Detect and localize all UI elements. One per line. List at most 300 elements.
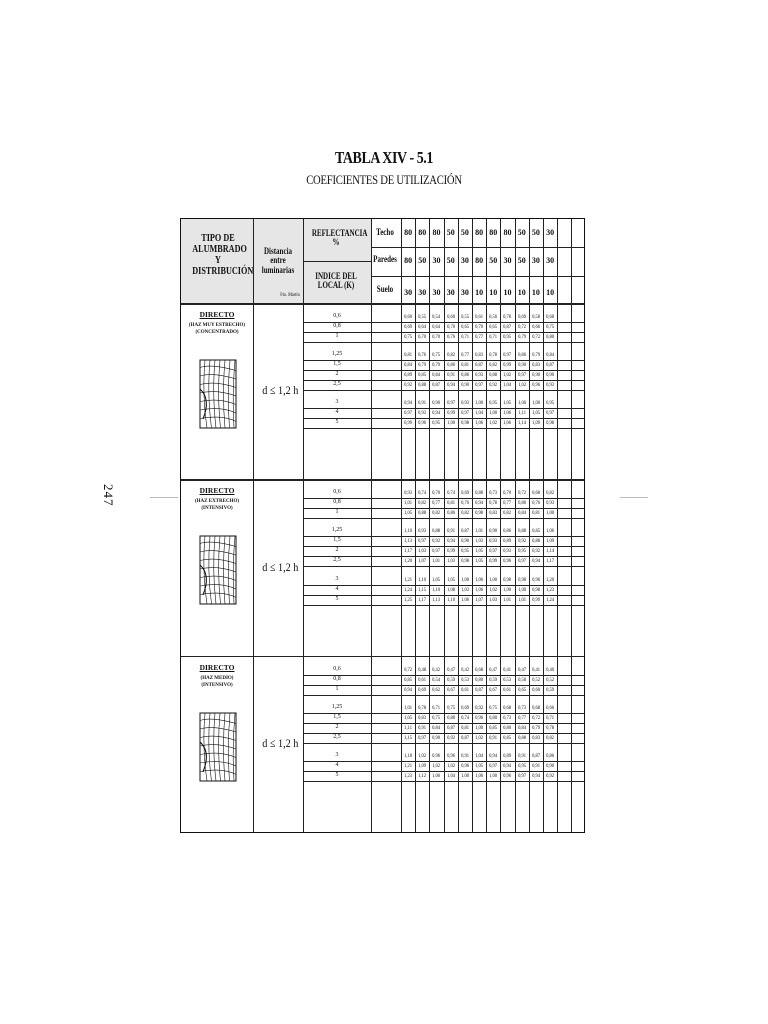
- coefficient-cell: 0,97: [517, 772, 526, 779]
- coefficient-cell: 1,03: [460, 586, 469, 593]
- coefficient-cell: 1,06: [475, 420, 484, 427]
- coefficient-cell: 1,12: [418, 772, 427, 779]
- coefficient-cell: 0,96: [460, 762, 469, 769]
- coefficient-cell: 0,73: [489, 490, 498, 497]
- coefficient-cell: 0,97: [418, 734, 427, 741]
- coefficient-cell: 0,72: [517, 324, 526, 331]
- coefficient-cell: 1,11: [517, 410, 526, 417]
- k-index-value: 5: [335, 771, 339, 778]
- header-value: 50: [418, 256, 427, 265]
- header-value: 30: [546, 228, 555, 237]
- header-value: 30: [404, 288, 413, 297]
- coefficient-cell: 0,86: [446, 510, 455, 517]
- header-value: 50: [517, 228, 526, 237]
- coefficient-cell: 1,02: [475, 734, 484, 741]
- coefficient-cell: 1,00: [446, 420, 455, 427]
- fto-label: Fto. Martin: [280, 292, 300, 298]
- coefficient-cell: 0,68: [546, 314, 555, 320]
- coefficient-cell: 0,83: [531, 734, 540, 741]
- coefficient-cell: 0,89: [503, 538, 512, 545]
- coefficient-cell: 0,87: [475, 362, 484, 369]
- coefficient-cell: 1,00: [475, 400, 484, 407]
- coefficient-cell: 1,01: [475, 528, 484, 535]
- coefficient-cell: 0,79: [432, 362, 441, 369]
- k-index-value: 1,5: [333, 713, 341, 720]
- column-divider: [500, 219, 501, 832]
- column-divider: [529, 219, 530, 832]
- coefficient-cell: 1,03: [489, 596, 498, 603]
- coefficient-cell: 0,99: [503, 362, 512, 369]
- coefficient-cell: 1,15: [418, 586, 427, 593]
- coefficient-cell: 0,85: [404, 676, 413, 683]
- coefficient-cell: 0,82: [503, 510, 512, 517]
- k-index-value: 2: [335, 547, 339, 554]
- header-value: 80: [404, 256, 413, 265]
- coefficient-cell: 1,08: [446, 586, 455, 593]
- coefficient-cell: 1,04: [475, 752, 484, 759]
- utilization-table: [180, 218, 585, 833]
- header-value: 80: [503, 228, 512, 237]
- coefficient-cell: 0,87: [503, 324, 512, 331]
- coefficient-cell: 0,97: [418, 538, 427, 545]
- coefficient-cell: 0,69: [418, 686, 427, 693]
- coefficient-cell: 1,02: [517, 382, 526, 389]
- header-value: 30: [460, 288, 469, 297]
- coefficient-cell: 0,79: [418, 362, 427, 369]
- coefficient-cell: 0,86: [446, 362, 455, 369]
- coefficient-cell: 0,98: [475, 510, 484, 517]
- coefficient-cell: 1,07: [475, 596, 484, 603]
- coefficient-cell: 0,88: [432, 528, 441, 535]
- coefficient-cell: 0,94: [489, 752, 498, 759]
- coefficient-cell: 1,23: [546, 586, 555, 593]
- k-index-value: 3: [335, 575, 339, 582]
- coefficient-cell: 0,96: [503, 772, 512, 779]
- coefficient-cell: 0,70: [446, 324, 455, 331]
- coefficient-cell: 0,95: [460, 548, 469, 555]
- coefficient-cell: 1,05: [503, 400, 512, 407]
- k-index-value: 0,8: [333, 323, 341, 330]
- k-index-value: 0,6: [333, 313, 341, 319]
- coefficient-cell: 0,95: [489, 400, 498, 407]
- coefficient-cell: 0,94: [432, 410, 441, 417]
- row-line: [303, 380, 584, 381]
- coefficient-cell: 0,98: [517, 576, 526, 583]
- row-line: [303, 723, 584, 724]
- coefficient-cell: 1,06: [503, 420, 512, 427]
- row-line: [303, 781, 584, 782]
- coefficient-cell: 1,00: [489, 410, 498, 417]
- coefficient-cell: 0,70: [432, 490, 441, 497]
- coefficient-cell: 0,96: [531, 576, 540, 583]
- coefficient-cell: 0,82: [489, 362, 498, 369]
- coefficient-cell: 0,93: [546, 500, 555, 507]
- coefficient-cell: 0,88: [489, 372, 498, 379]
- coefficient-cell: 0,91: [418, 400, 427, 407]
- coefficient-cell: 0,84: [517, 724, 526, 731]
- coefficient-cell: 0,94: [404, 686, 413, 693]
- coefficient-cell: 0,96: [531, 382, 540, 389]
- coefficient-cell: 0,97: [432, 548, 441, 555]
- coefficient-cell: 1,05: [432, 576, 441, 583]
- coefficient-cell: 0,93: [418, 410, 427, 417]
- coefficient-cell: 0,78: [546, 724, 555, 731]
- coefficient-cell: 1,06: [503, 410, 512, 417]
- coefficient-cell: 0,86: [517, 352, 526, 359]
- section-subtitle: (HAZ MEDIO): [200, 675, 234, 681]
- coefficient-cell: 1,13: [432, 596, 441, 603]
- coefficient-cell: 0,83: [531, 362, 540, 369]
- coefficient-cell: 1,23: [404, 772, 413, 779]
- header-value: 30: [446, 288, 455, 297]
- k-index-value: 3: [335, 399, 339, 406]
- coefficient-cell: 0,91: [531, 762, 540, 769]
- coefficient-cell: 0,75: [546, 324, 555, 331]
- margin-mark: [620, 497, 648, 498]
- coefficient-cell: 0,48: [418, 666, 427, 673]
- coefficient-cell: 0,88: [517, 528, 526, 535]
- coefficient-cell: 0,94: [503, 762, 512, 769]
- row-line: [303, 518, 584, 519]
- coefficient-cell: 0,78: [418, 704, 427, 711]
- coefficient-cell: 1,02: [432, 762, 441, 769]
- distance-rule: d ≤ 1,2 h: [262, 383, 299, 398]
- column-divider: [557, 219, 558, 832]
- row-line: [303, 556, 584, 557]
- coefficient-cell: 0,90: [460, 382, 469, 389]
- header-row-line: [371, 247, 584, 248]
- coefficient-cell: 0,94: [446, 538, 455, 545]
- column-divider: [486, 219, 487, 832]
- coefficient-cell: 0,82: [546, 490, 555, 497]
- coefficient-cell: 0,98: [531, 586, 540, 593]
- coefficient-cell: 0,90: [432, 400, 441, 407]
- coefficient-cell: 0,94: [404, 400, 413, 407]
- coefficient-cell: 0,97: [546, 410, 555, 417]
- coefficient-cell: 1,17: [418, 596, 427, 603]
- coefficient-cell: 0,69: [517, 314, 526, 320]
- coefficient-cell: 0,89: [503, 752, 512, 759]
- coefficient-cell: 0,78: [489, 500, 498, 507]
- column-divider: [253, 219, 254, 832]
- column-divider: [415, 219, 416, 832]
- coefficient-cell: 0,84: [432, 372, 441, 379]
- coefficient-cell: 0,55: [418, 314, 427, 320]
- coefficient-cell: 1,06: [475, 586, 484, 593]
- coefficient-cell: 0,54: [432, 676, 441, 683]
- coefficient-cell: 0,83: [475, 352, 484, 359]
- coefficient-cell: 0,91: [446, 528, 455, 535]
- row-line: [303, 605, 584, 606]
- header-value: 80: [418, 228, 427, 237]
- coefficient-cell: 0,81: [460, 724, 469, 731]
- coefficient-cell: 1,10: [432, 586, 441, 593]
- indice-header: INDICE DEL LOCAL (K): [315, 271, 357, 291]
- coefficient-cell: 1,00: [517, 586, 526, 593]
- coefficient-cell: 0,95: [503, 334, 512, 341]
- coefficient-cell: 0,47: [446, 666, 455, 673]
- header-value: 30: [460, 256, 469, 265]
- column-divider: [458, 219, 459, 832]
- coefficient-cell: 1,00: [503, 586, 512, 593]
- coefficient-cell: 0,91: [460, 752, 469, 759]
- row-line: [303, 418, 584, 419]
- coefficient-cell: 1,05: [475, 558, 484, 565]
- page-subtitle: COEFICIENTES DE UTILIZACIÓN: [306, 172, 462, 187]
- header-value: 30: [546, 256, 555, 265]
- coefficient-cell: 0,52: [531, 676, 540, 683]
- coefficient-cell: 1,00: [489, 772, 498, 779]
- coefficient-cell: 0,65: [517, 686, 526, 693]
- coefficient-cell: 0,91: [489, 734, 498, 741]
- tipo-header: TIPO DE ALUMBRADO Y DISTRIBUCIÓN: [192, 233, 254, 278]
- coefficient-cell: 0,88: [531, 538, 540, 545]
- suelo-label: Suelo: [376, 284, 394, 294]
- coefficient-cell: 0,70: [475, 324, 484, 331]
- header-value: 80: [489, 228, 498, 237]
- section-title: DIRECTO: [199, 662, 235, 672]
- coefficient-cell: 0,64: [432, 324, 441, 331]
- coefficient-cell: 0,54: [432, 314, 441, 320]
- coefficient-cell: 0,72: [531, 334, 540, 341]
- coefficient-cell: 0,77: [432, 500, 441, 507]
- column-divider: [371, 219, 372, 832]
- header-value: 10: [546, 288, 555, 297]
- coefficient-cell: 0,98: [460, 420, 469, 427]
- row-line: [303, 713, 584, 714]
- header-row-line: [371, 276, 584, 277]
- section-divider: [181, 656, 584, 658]
- coefficient-cell: 0,66: [531, 324, 540, 331]
- coefficient-cell: 0,75: [432, 714, 441, 721]
- coefficient-cell: 0,99: [446, 548, 455, 555]
- coefficient-cell: 0,89: [404, 372, 413, 379]
- coefficient-cell: 0,93: [418, 528, 427, 535]
- header-value: 30: [418, 288, 427, 297]
- coefficient-cell: 0,96: [475, 714, 484, 721]
- coefficient-cell: 1,06: [432, 772, 441, 779]
- coefficient-cell: 0,75: [432, 352, 441, 359]
- margin-mark: [150, 497, 178, 498]
- coefficient-cell: 0,84: [546, 352, 555, 359]
- row-line: [303, 360, 584, 361]
- coefficient-cell: 0,86: [503, 528, 512, 535]
- header-value: 30: [432, 256, 441, 265]
- coefficient-cell: 0,93: [404, 490, 413, 497]
- coefficient-cell: 0,91: [418, 724, 427, 731]
- coefficient-cell: 0,96: [446, 752, 455, 759]
- coefficient-cell: 0,76: [418, 352, 427, 359]
- row-line: [303, 428, 584, 429]
- coefficient-cell: 0,99: [489, 558, 498, 565]
- coefficient-cell: 1,00: [489, 576, 498, 583]
- coefficient-cell: 1,07: [418, 558, 427, 565]
- coefficient-cell: 1,21: [404, 576, 413, 583]
- coefficient-cell: 0,82: [546, 734, 555, 741]
- header-value: 80: [475, 228, 484, 237]
- coefficient-cell: 0,86: [546, 752, 555, 759]
- coefficient-cell: 1,24: [404, 586, 413, 593]
- column-divider: [444, 219, 445, 832]
- k-index-value: 2: [335, 723, 339, 730]
- coefficient-cell: 0,87: [460, 528, 469, 535]
- coefficient-cell: 0,87: [432, 382, 441, 389]
- row-line: [303, 536, 584, 537]
- coefficient-cell: 0,75: [446, 704, 455, 711]
- paredes-label: Paredes: [373, 254, 397, 264]
- coefficient-cell: 0,72: [404, 666, 413, 673]
- row-line: [303, 566, 584, 567]
- coefficient-cell: 1,10: [418, 576, 427, 583]
- coefficient-cell: 0,47: [489, 666, 498, 673]
- coefficient-cell: 0,79: [531, 724, 540, 731]
- coefficient-cell: 0,97: [489, 762, 498, 769]
- coefficient-cell: 0,84: [404, 362, 413, 369]
- coefficient-cell: 0,56: [489, 314, 498, 320]
- coefficient-cell: 0,74: [418, 490, 427, 497]
- row-line: [303, 695, 584, 696]
- coefficient-cell: 0,71: [489, 334, 498, 341]
- k-index-value: 1,25: [331, 351, 343, 358]
- coefficient-cell: 1,05: [404, 714, 413, 721]
- coefficient-cell: 0,69: [460, 704, 469, 711]
- coefficient-cell: 0,72: [531, 714, 540, 721]
- techo-label: Techo: [376, 227, 394, 237]
- row-line: [303, 508, 584, 509]
- coefficient-cell: 0,69: [404, 324, 413, 331]
- coefficient-cell: 0,60: [404, 314, 413, 320]
- coefficient-cell: 1,09: [531, 420, 540, 427]
- header-value: 30: [531, 256, 540, 265]
- coefficient-cell: 0,97: [446, 400, 455, 407]
- coefficient-cell: 0,90: [489, 528, 498, 535]
- coefficient-cell: 1,05: [531, 410, 540, 417]
- header-value: 50: [446, 228, 455, 237]
- coefficient-cell: 0,72: [517, 490, 526, 497]
- coefficient-cell: 0,77: [517, 714, 526, 721]
- header-value: 10: [517, 288, 526, 297]
- k-index-value: 2,5: [333, 557, 341, 564]
- column-divider: [543, 219, 544, 832]
- coefficient-cell: 1,02: [503, 372, 512, 379]
- coefficient-cell: 0,80: [503, 724, 512, 731]
- coefficient-cell: 0,83: [418, 714, 427, 721]
- coefficient-cell: 0,80: [446, 714, 455, 721]
- k-index-value: 1: [335, 333, 339, 340]
- light-distribution-diagram: [199, 535, 237, 605]
- coefficient-cell: 0,82: [418, 500, 427, 507]
- coefficient-cell: 0,98: [460, 558, 469, 565]
- coefficient-cell: 0,71: [546, 714, 555, 721]
- coefficient-cell: 1,18: [404, 752, 413, 759]
- coefficient-cell: 0,81: [404, 352, 413, 359]
- section-subtitle: (INTENSIVO): [201, 682, 233, 688]
- coefficient-cell: 1,17: [404, 548, 413, 555]
- coefficient-cell: 0,93: [546, 382, 555, 389]
- k-index-value: 5: [335, 419, 339, 426]
- coefficient-cell: 1,01: [503, 596, 512, 603]
- coefficient-cell: 1,09: [546, 538, 555, 545]
- header-value: 50: [517, 256, 526, 265]
- section-subtitle: (HAZ MUY ESTRECHO): [188, 323, 246, 328]
- coefficient-cell: 0,61: [503, 686, 512, 693]
- distancia-header: Distancia entre luminarias: [261, 246, 295, 275]
- header-value: 80: [404, 228, 413, 237]
- header-value: 10: [531, 288, 540, 297]
- coefficient-cell: 1,01: [404, 500, 413, 507]
- coefficient-cell: 0,92: [546, 772, 555, 779]
- coefficient-cell: 0,88: [517, 734, 526, 741]
- light-distribution-diagram: [199, 359, 237, 429]
- coefficient-cell: 0,95: [517, 762, 526, 769]
- coefficient-cell: 0,82: [460, 510, 469, 517]
- coefficient-cell: 0,62: [432, 686, 441, 693]
- section-subtitle: (INTENSIVO): [201, 506, 233, 512]
- coefficient-cell: 0,90: [531, 372, 540, 379]
- row-line: [303, 743, 584, 744]
- coefficient-cell: 1,00: [460, 772, 469, 779]
- k-index-value: 1,5: [333, 537, 341, 544]
- coefficient-cell: 0,95: [546, 400, 555, 407]
- coefficient-cell: 0,77: [475, 334, 484, 341]
- coefficient-cell: 0,98: [503, 576, 512, 583]
- coefficient-cell: 1,01: [432, 558, 441, 565]
- coefficient-cell: 0,64: [418, 324, 427, 331]
- coefficient-cell: 1,05: [475, 548, 484, 555]
- coefficient-cell: 0,97: [517, 372, 526, 379]
- coefficient-cell: 0,80: [546, 334, 555, 341]
- coefficient-cell: 0,59: [489, 676, 498, 683]
- coefficient-cell: 1,13: [404, 538, 413, 545]
- light-distribution-diagram: [199, 712, 237, 782]
- coefficient-cell: 1,11: [404, 724, 413, 731]
- coefficient-cell: 0,71: [432, 704, 441, 711]
- row-line: [303, 771, 584, 772]
- coefficient-cell: 1,05: [475, 762, 484, 769]
- coefficient-cell: 1,24: [546, 596, 555, 603]
- k-index-value: 5: [335, 595, 339, 602]
- coefficient-cell: 0,65: [460, 324, 469, 331]
- coefficient-cell: 0,90: [432, 734, 441, 741]
- coefficient-cell: 0,70: [432, 334, 441, 341]
- coefficient-cell: 0,69: [460, 490, 469, 497]
- coefficient-cell: 0,82: [446, 352, 455, 359]
- coefficient-cell: 0,91: [517, 752, 526, 759]
- coefficient-cell: 0,40: [546, 666, 555, 673]
- coefficient-cell: 1,05: [446, 576, 455, 583]
- coefficient-cell: 0,73: [517, 704, 526, 711]
- coefficient-cell: 0,76: [531, 500, 540, 507]
- coefficient-cell: 1,05: [404, 510, 413, 517]
- coefficient-cell: 0,60: [531, 686, 540, 693]
- coefficient-cell: 0,92: [446, 734, 455, 741]
- header-value: 50: [489, 256, 498, 265]
- coefficient-cell: 1,03: [446, 558, 455, 565]
- coefficient-cell: 1,02: [418, 752, 427, 759]
- coefficient-cell: 0,96: [418, 420, 427, 427]
- coefficient-cell: 1,01: [404, 704, 413, 711]
- coefficient-cell: 0,70: [503, 490, 512, 497]
- page-title: TABLA XIV - 5.1: [335, 148, 433, 167]
- coefficient-cell: 0,87: [446, 724, 455, 731]
- k-index-value: 0,8: [333, 499, 341, 506]
- coefficient-cell: 0,79: [517, 334, 526, 341]
- coefficient-cell: 0,93: [460, 400, 469, 407]
- coefficient-cell: 0,52: [546, 676, 555, 683]
- header-value: 50: [531, 228, 540, 237]
- k-index-value: 4: [335, 761, 339, 768]
- coefficient-cell: 0,76: [446, 334, 455, 341]
